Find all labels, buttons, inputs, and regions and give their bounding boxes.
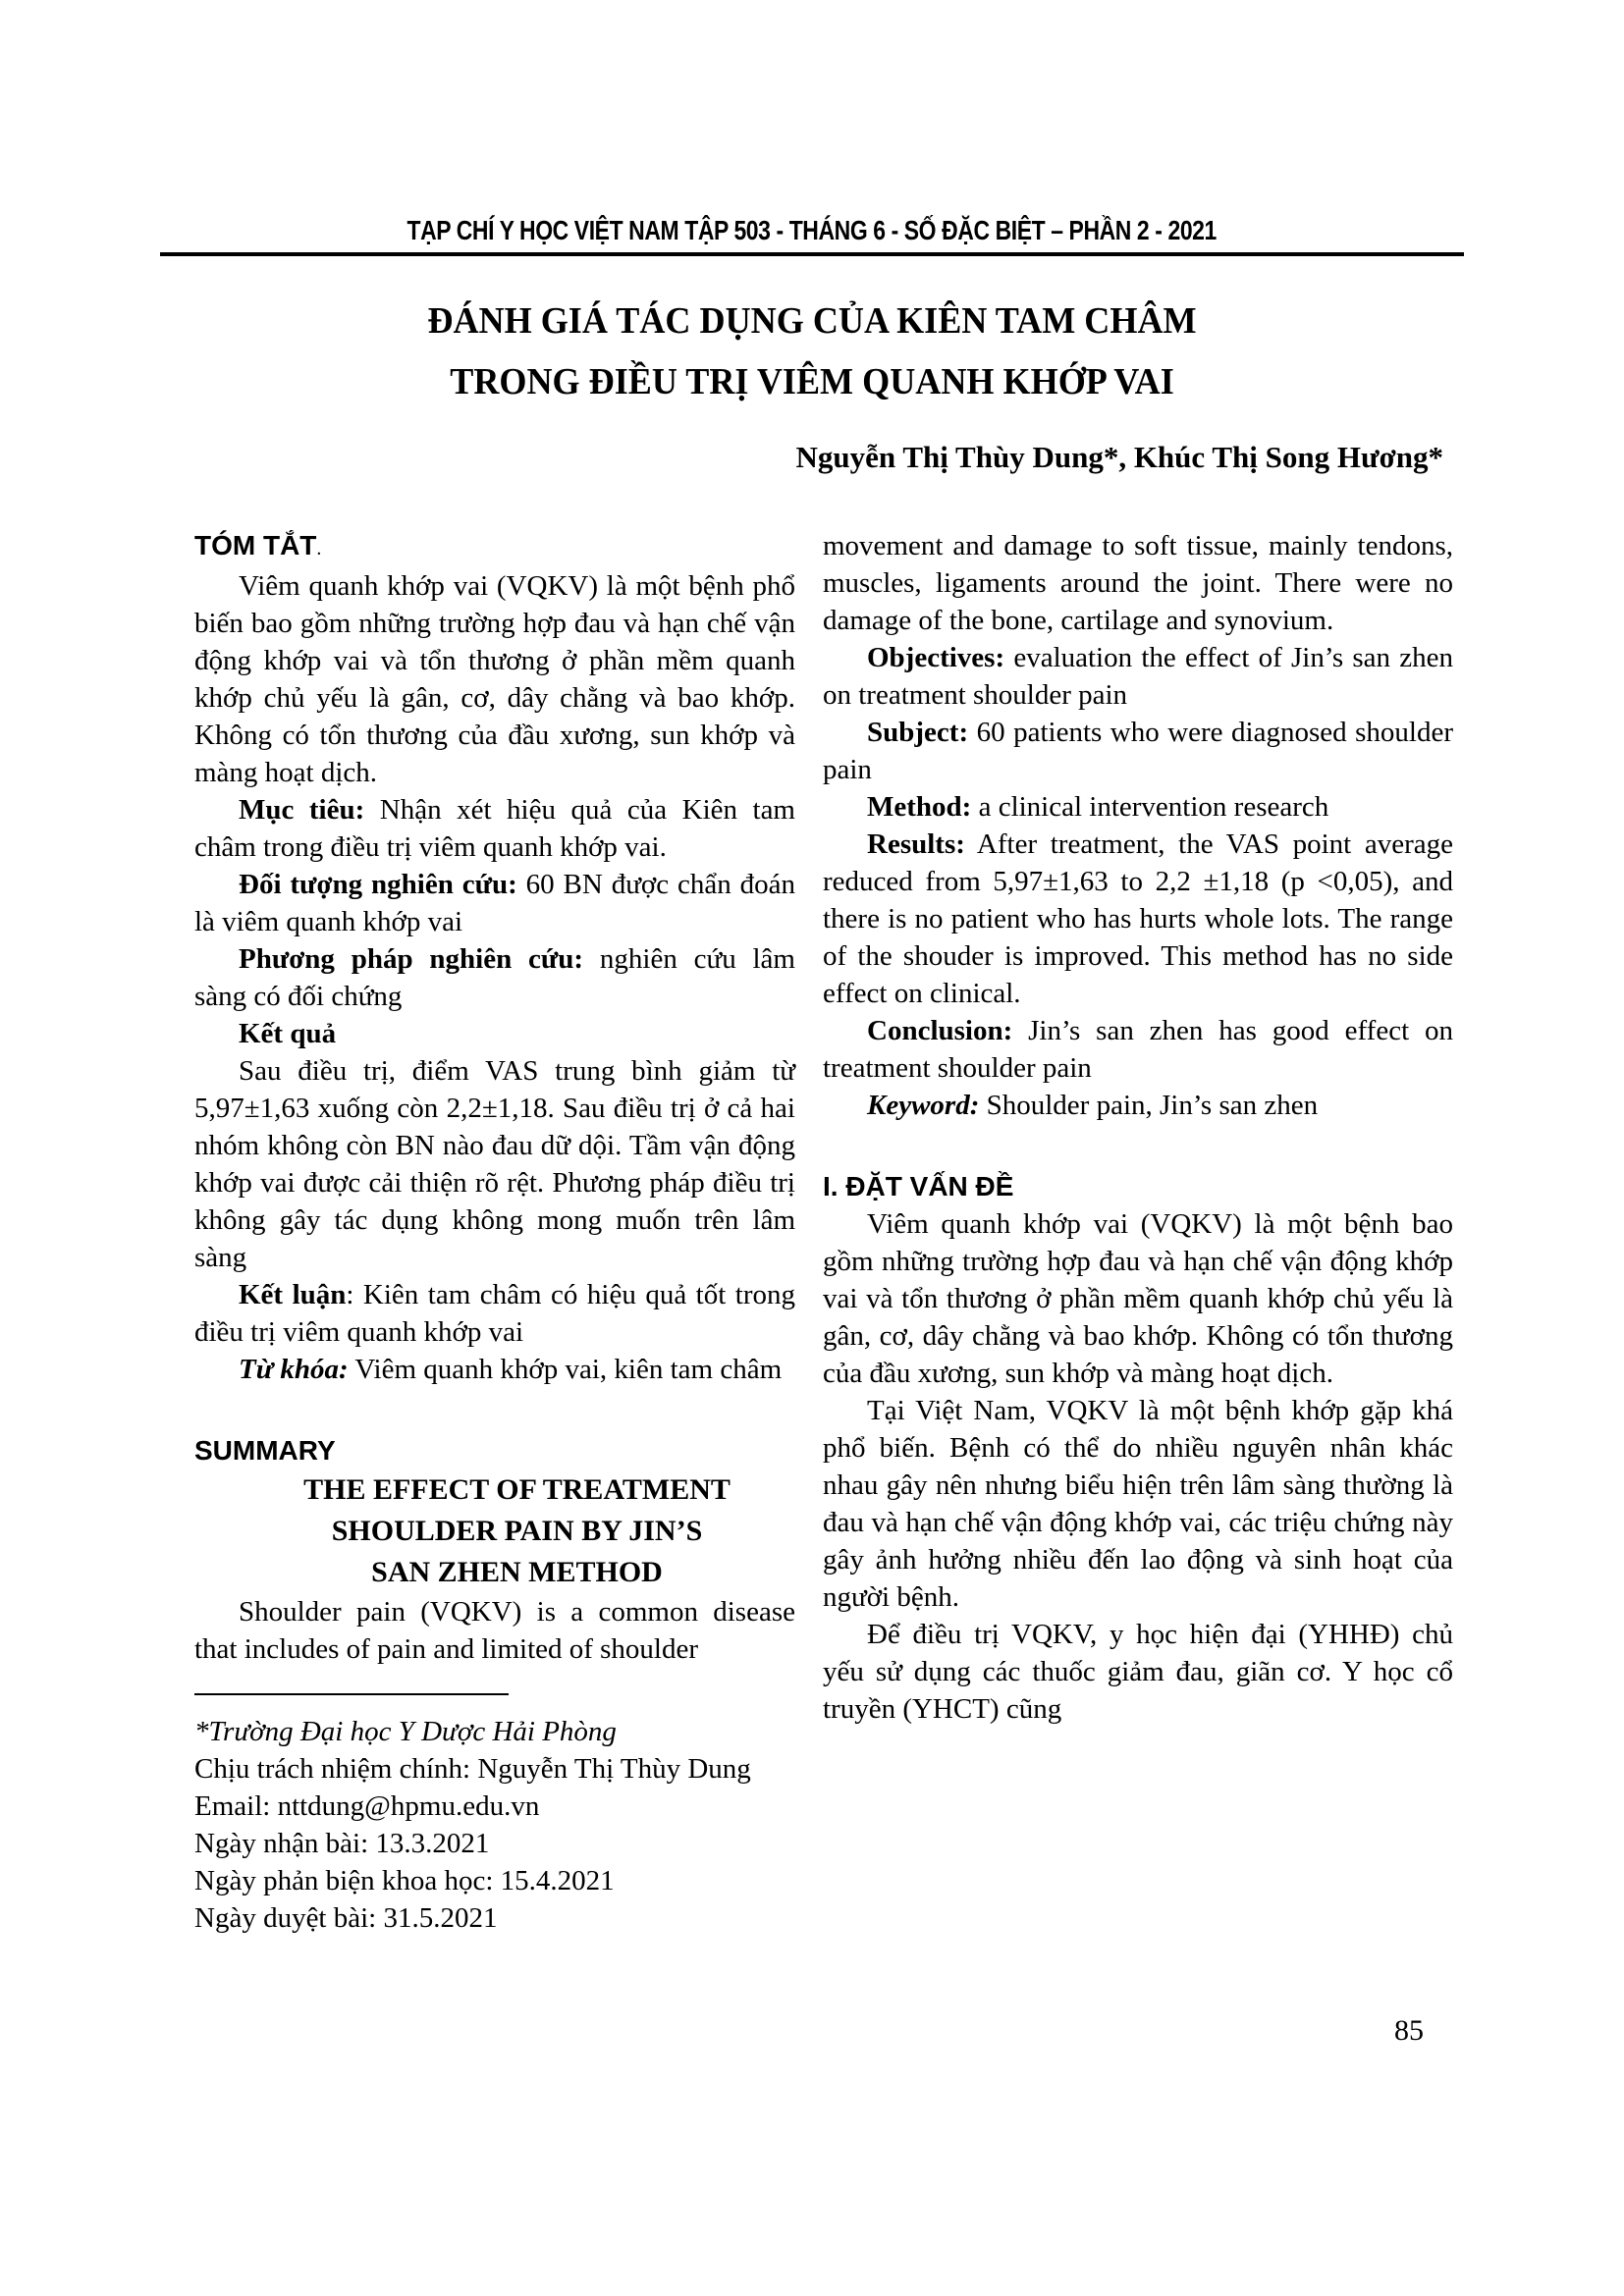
summary-keyword-paragraph: [823, 1087, 1453, 1124]
summary-conclusion-text: Jin’s san zhen has good effect on treatment shoulder pain: [823, 1015, 1453, 1084]
abstract-objective-paragraph: [194, 791, 795, 866]
summary-subject-label: Subject:: [867, 717, 969, 748]
summary-keyword-label: Keyword:: [867, 1090, 980, 1121]
footnote-reviewed-date: Ngày phản biện khoa học: 15.4.2021: [194, 1865, 615, 1896]
footnote-block: [194, 1693, 795, 1937]
abstract-method-label: Phương pháp nghiên cứu:: [239, 943, 584, 975]
abstract-method-text: nghiên cứu lâm sàng có đối chứng: [194, 943, 795, 1012]
section-1-heading: I. ĐẶT VẤN ĐỀ: [823, 1171, 1014, 1201]
summary-keyword-text: Shoulder pain, Jin’s san zhen: [979, 1090, 1319, 1121]
authors-line: Nguyễn Thị Thùy Dung*, Khúc Thị Song Hương*: [795, 440, 1443, 474]
summary-title-line-2: SHOULDER PAIN BY JIN’S: [331, 1515, 703, 1547]
footnote-accepted-date: Ngày duyệt bài: 31.5.2021: [194, 1902, 498, 1934]
section-1-paragraph-3: Để điều trị VQKV, y học hiện đại (YHHĐ) chủ yếu sử dụng các thuốc giảm đau, giãn cơ. Y học cổ truyền (YHCT) cũng: [823, 1619, 1453, 1725]
running-head: [0, 215, 1624, 246]
abstract-keywords-label: Từ khóa:: [239, 1354, 349, 1385]
abstract-results-heading-text: Kết quả: [239, 1018, 337, 1049]
summary-objectives-text: evaluation the effect of Jin’s san zhen on treatment shoulder pain: [823, 642, 1453, 711]
abstract-heading: [194, 527, 795, 567]
summary-results-text: After treatment, the VAS point average reduced from 5,97±1,63 to 2,2 ±1,18 (p <0,05), and there is no patient who has hurts whole lots. The range of the shouder is improved. This method has no side effect on clinical.: [823, 828, 1453, 1009]
summary-title-line-1: THE EFFECT OF TREATMENT: [303, 1473, 731, 1506]
footnote-received-date: Ngày nhận bài: 13.3.2021: [194, 1828, 490, 1859]
section-1-paragraph-1: Viêm quanh khớp vai (VQKV) là một bệnh bao gồm những trường hợp đau và hạn chế vận động khớp vai và tổn thương ở phần mềm quanh khớp chủ yếu là gân, cơ, dây chằng và bao khớp. Không có tổn thương của đầu xương, sun khớp và màng hoạt dịch.: [823, 1208, 1453, 1389]
summary-subject-paragraph: [823, 714, 1453, 788]
abstract-conclusion-label: Kết luận: [239, 1279, 347, 1310]
summary-heading: SUMMARY: [194, 1435, 336, 1466]
summary-objectives-paragraph: [823, 639, 1453, 714]
summary-results-paragraph: [823, 826, 1453, 1012]
summary-conclusion-label: Conclusion:: [867, 1015, 1013, 1046]
summary-subject-text: 60 patients who were diagnosed shoulder pain: [823, 717, 1453, 785]
abstract-keywords-text: Viêm quanh khớp vai, kiên tam châm: [348, 1354, 783, 1385]
summary-results-label: Results:: [867, 828, 965, 860]
article-title-line-2: TRONG ĐIỀU TRỊ VIÊM QUANH KHỚP VAI: [450, 361, 1174, 402]
summary-title-line-3: SAN ZHEN METHOD: [371, 1556, 663, 1588]
abstract-subject-paragraph: [194, 866, 795, 940]
footnote-affiliation: *Trường Đại học Y Dược Hải Phòng: [194, 1716, 617, 1747]
abstract-results-heading: [194, 1015, 795, 1052]
abstract-method-paragraph: [194, 940, 795, 1015]
summary-intro-right-paragraph: movement and damage to soft tissue, mainly tendons, muscles, ligaments around the joint. There were no damage of the bone, cartilage and synovium.: [823, 530, 1453, 636]
right-column: [823, 527, 1453, 1937]
header-rule: [160, 252, 1464, 256]
summary-method-paragraph: [823, 788, 1453, 826]
abstract-intro-paragraph: Viêm quanh khớp vai (VQKV) là một bệnh phổ biến bao gồm những trường hợp đau và hạn chế vận động khớp vai và tổn thương ở phần mềm quanh khớp chủ yếu là gân, cơ, dây chằng và bao khớp. Không có tổn thương của đầu xương, sun khớp và màng hoạt dịch.: [194, 570, 795, 788]
abstract-heading-dot: .: [316, 538, 322, 560]
abstract-heading-text: TÓM TẮT: [194, 530, 317, 561]
abstract-subject-text: 60 BN được chẩn đoán là viêm quanh khớp vai: [194, 869, 795, 937]
abstract-subject-label: Đối tượng nghiên cứu:: [239, 869, 517, 900]
section-1-paragraph-2: Tại Việt Nam, VQKV là một bệnh khớp gặp khá phổ biến. Bệnh có thể do nhiều nguyên nhân khác nhau gây nên nhưng biểu hiện trên lâm sàng thường là đau và hạn chế vận động khớp vai, các triệu chứng này gây ảnh hưởng nhiều đến lao động và sinh hoạt của người bệnh.: [823, 1395, 1453, 1613]
abstract-results-paragraph: Sau điều trị, điểm VAS trung bình giảm từ 5,97±1,63 xuống còn 2,2±1,18. Sau điều trị ở cả hai nhóm không còn BN nào đau dữ dội. Tầm vận động khớp vai được cải thiện rõ rệt. Phương pháp điều trị không gây tác dụng không mong muốn trên lâm sàng: [194, 1055, 795, 1273]
footnote-corresponding-author: Chịu trách nhiệm chính: Nguyễn Thị Thùy Dung: [194, 1753, 751, 1785]
running-head-text: TẠP CHÍ Y HỌC VIỆT NAM TẬP 503 - THÁNG 6 - SỐ ĐẶC BIỆT – PHẦN 2 - 2021: [406, 215, 1218, 245]
footnote-separator: [194, 1693, 509, 1695]
summary-conclusion-paragraph: [823, 1012, 1453, 1087]
article-title-line-1: ĐÁNH GIÁ TÁC DỤNG CỦA KIÊN TAM CHÂM: [427, 300, 1197, 342]
page-number: 85: [1394, 2014, 1424, 2047]
abstract-objective-text: Nhận xét hiệu quả của Kiên tam châm trong điều trị viêm quanh khớp vai.: [194, 794, 795, 863]
summary-method-label: Method:: [867, 791, 972, 823]
left-column: [194, 527, 795, 1937]
article-title: [0, 291, 1624, 412]
summary-method-text: a clinical intervention research: [971, 791, 1329, 823]
summary-objectives-label: Objectives:: [867, 642, 1005, 673]
abstract-conclusion-paragraph: [194, 1276, 795, 1351]
abstract-conclusion-text: : Kiên tam châm có hiệu quả tốt trong điều trị viêm quanh khớp vai: [194, 1279, 795, 1348]
abstract-objective-label: Mục tiêu:: [239, 794, 365, 826]
footnote-email: Email: nttdung@hpmu.edu.vn: [194, 1790, 540, 1822]
two-column-body: [194, 527, 1453, 1937]
abstract-keywords-paragraph: [194, 1351, 795, 1388]
summary-intro-left-paragraph: Shoulder pain (VQKV) is a common disease that includes of pain and limited of shoulder: [194, 1596, 795, 1665]
